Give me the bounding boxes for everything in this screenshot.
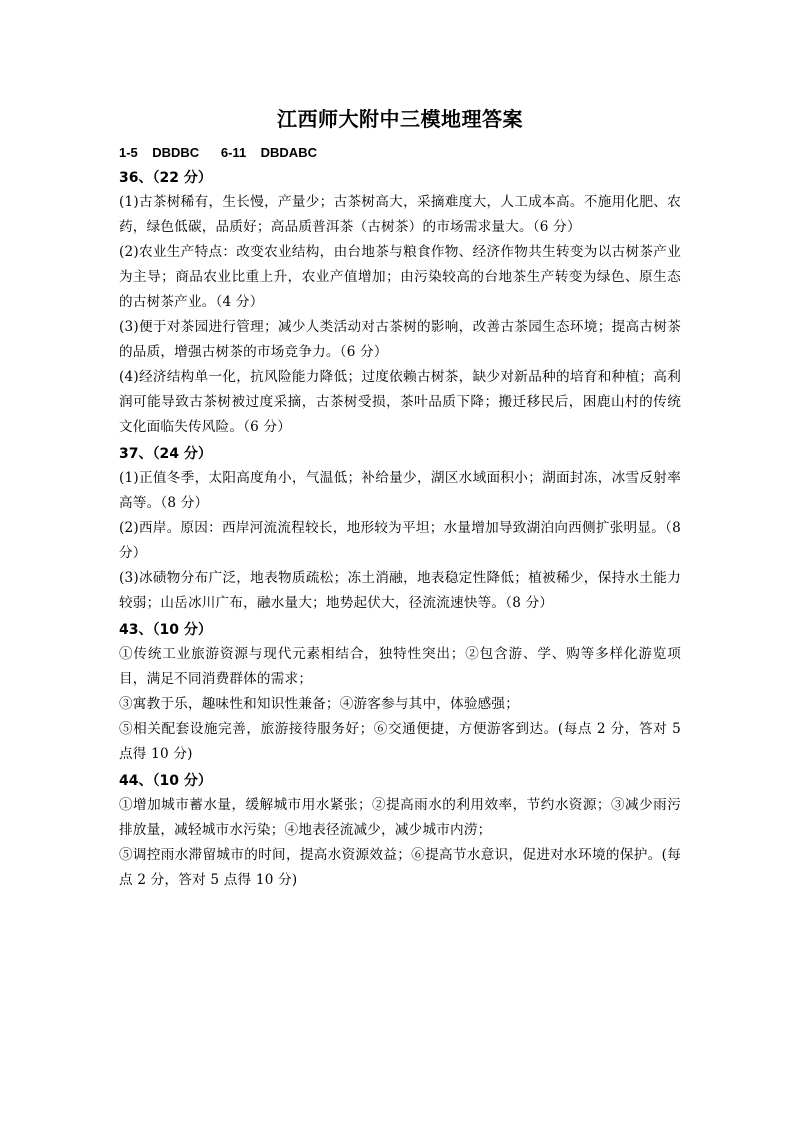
section-44 (119, 769, 681, 893)
choice-answers (119, 142, 681, 164)
answer-paragraph: ⑤相关配套设施完善，旅游接待服务好；⑥交通便捷，方便游客到达。(每点 2 分，答对 5 点得 10 分) (119, 721, 681, 762)
section-heading: 36、（22 分） (119, 170, 212, 186)
answer-paragraph: ①增加城市蓄水量，缓解城市用水紧张；②提高雨水的利用效率，节约水资源；③减少雨污排放量，减轻城市水污染；④地表径流减少，减少城市内涝； (119, 797, 681, 838)
section-heading: 37、（24 分） (119, 446, 212, 462)
section-heading: 43、（10 分） (119, 622, 212, 638)
answer-paragraph: ⑤调控雨水滞留城市的时间，提高水资源效益；⑥提高节水意识，促进对水环境的保护。(每点 2 分，答对 5 点得 10 分) (119, 847, 681, 888)
choice-answer-2: DBDABC (260, 145, 317, 160)
section-heading: 44、（10 分） (119, 773, 212, 789)
section-37 (119, 442, 681, 616)
answer-paragraph: (3)便于对茶园进行管理；减少人类活动对古茶树的影响，改善古茶园生态环境；提高古树茶的品质，增强古树茶的市场竞争力。（6 分） (119, 319, 681, 360)
choice-range-2: 6-11 (220, 145, 247, 160)
answer-paragraph: (1)古茶树稀有，生长慢，产量少；古茶树高大，采摘难度大，人工成本高。不施用化肥、农药，绿色低碳，品质好；高品质普洱茶（古树茶）的市场需求量大。（6 分） (119, 194, 681, 235)
answer-paragraph: ③寓教于乐，趣味性和知识性兼备；④游客参与其中，体验感强； (119, 696, 520, 712)
answer-paragraph: ①传统工业旅游资源与现代元素相结合，独特性突出；②包含游、学、购等多样化游览项目，满足不同消费群体的需求； (119, 646, 681, 687)
answer-paragraph: (4)经济结构单一化，抗风险能力降低；过度依赖古树茶，缺少对新品种的培育和种植；高利润可能导致古茶树被过度采摘，古茶树受损，茶叶品质下降；搬迁移民后，困鹿山村的传统文化面临失传风险。（6 分） (119, 369, 681, 435)
section-43 (119, 618, 681, 767)
page-title: 江西师大附中三模地理答案 (277, 107, 523, 131)
choice-answer-1: DBDBC (152, 145, 200, 160)
section-36 (119, 166, 681, 440)
choice-range-1: 1-5 (119, 145, 138, 160)
answer-paragraph: (2)西岸。原因：西岸河流流程较长，地形较为平坦；水量增加导致湖泊向西侧扩张明显。（8 分） (119, 520, 681, 561)
answer-document (119, 104, 681, 893)
answer-paragraph: (1)正值冬季，太阳高度角小，气温低；补给量少，湖区水域面积小；湖面封冻，冰雪反射率高等。（8 分） (119, 470, 681, 511)
answer-paragraph: (2)农业生产特点：改变农业结构，由台地茶与粮食作物、经济作物共生转变为以古树茶产业为主导；商品农业比重上升，农业产值增加；由污染较高的台地茶生产转变为绿色、原生态的古树茶产业。（4 分） (119, 244, 681, 310)
answer-paragraph: (3)冰碛物分布广泛，地表物质疏松；冻土消融，地表稳定性降低；植被稀少，保持水土能力较弱；山岳冰川广布，融水量大；地势起伏大，径流流速快等。（8 分） (119, 570, 681, 611)
